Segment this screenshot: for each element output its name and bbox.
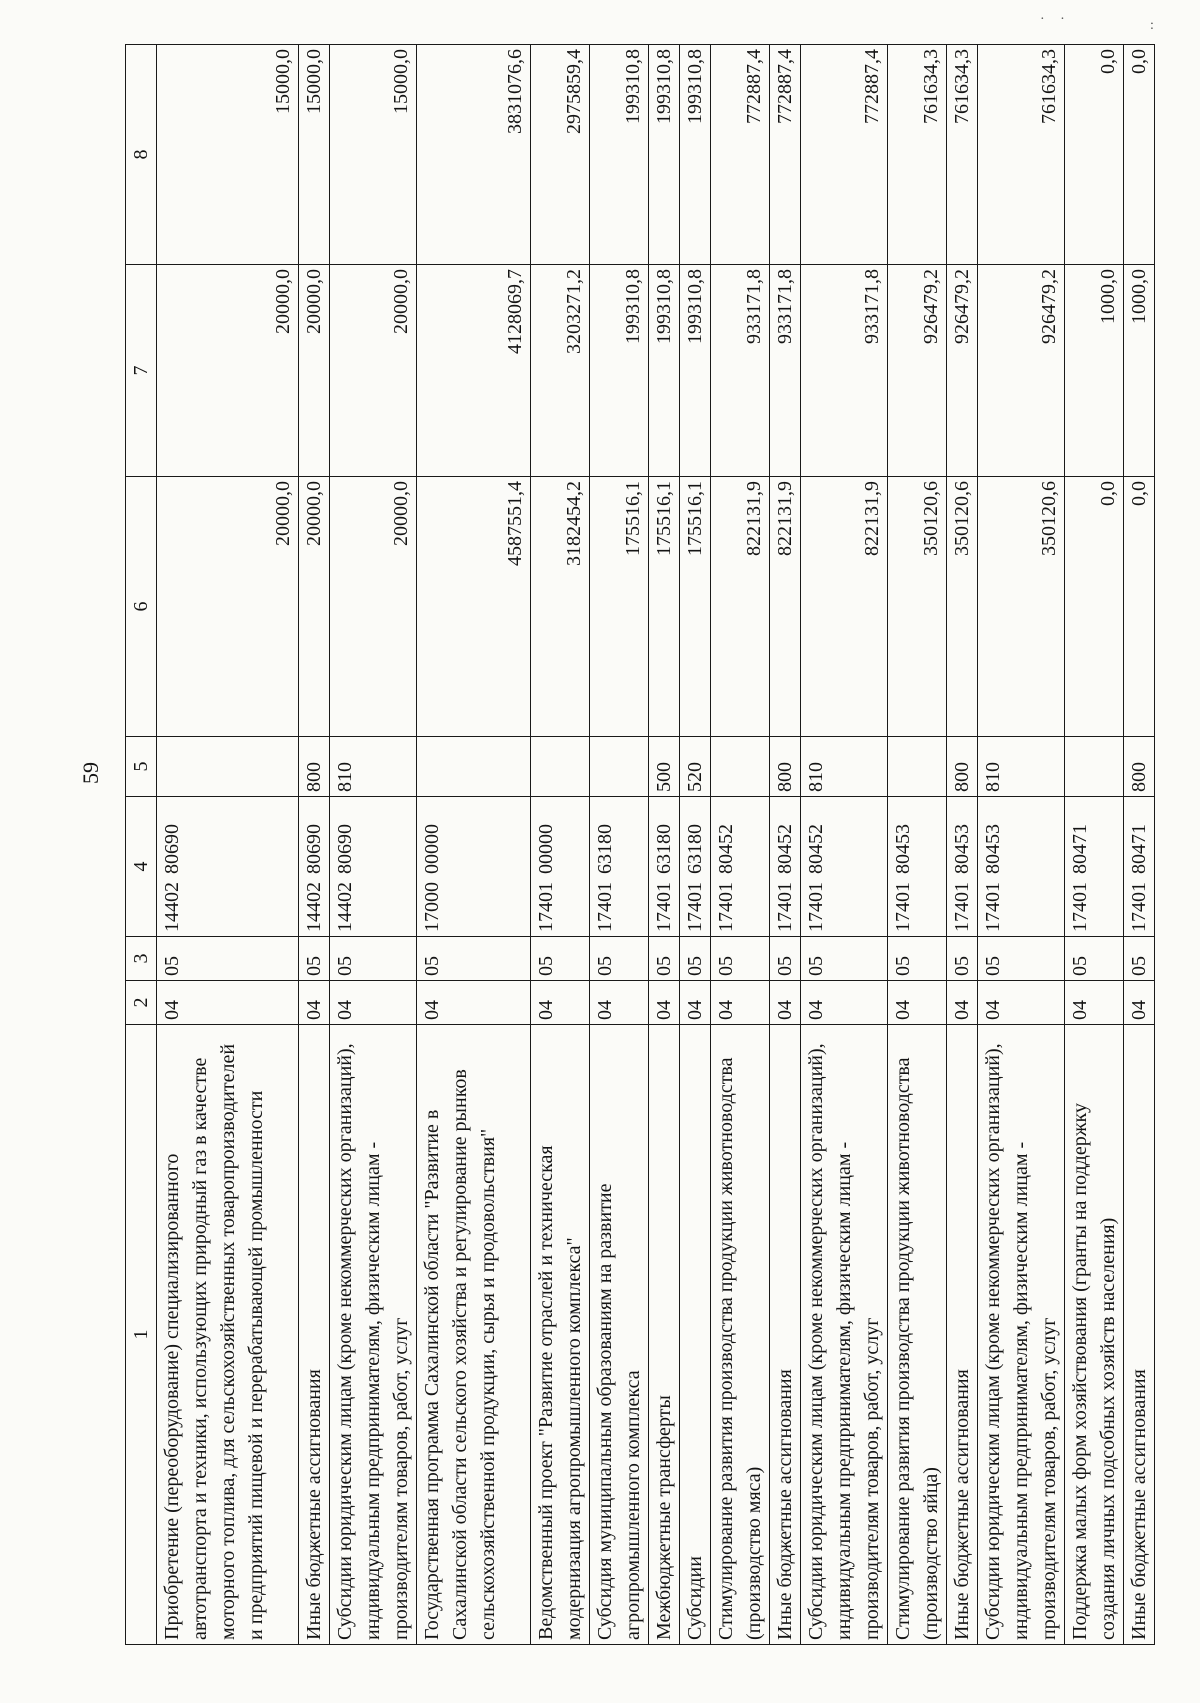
- target-article-code: [417, 797, 531, 937]
- section-code: 04: [299, 981, 330, 1025]
- table-row: [978, 45, 1065, 1645]
- amount-year-3: 0,0: [1065, 45, 1124, 265]
- expense-type-code: 800: [299, 737, 330, 797]
- budget-table-container: [125, 45, 1150, 1645]
- row-description: Иные бюджетные ассигнования: [770, 1025, 801, 1645]
- amount-year-2: 3203271,2: [531, 265, 590, 477]
- section-code: 04: [947, 981, 978, 1025]
- program-code: 17000: [421, 882, 443, 932]
- target-article-code: [1065, 797, 1124, 937]
- subsection-code: 05: [330, 937, 417, 981]
- section-code: 04: [1124, 981, 1155, 1025]
- table-row: [157, 45, 299, 1645]
- amount-year-1: 20000,0: [330, 477, 417, 737]
- column-header: 8: [126, 45, 157, 265]
- amount-year-1: 822131,9: [770, 477, 801, 737]
- expense-type-code: 800: [770, 737, 801, 797]
- row-description: Стимулирование развития производства продукции животноводства (производство яйца): [888, 1025, 947, 1645]
- amount-year-2: 933171,8: [770, 265, 801, 477]
- target-article-code: [770, 797, 801, 937]
- table-row: [590, 45, 649, 1645]
- target-article-code: [711, 797, 770, 937]
- target-article-code: [978, 797, 1065, 937]
- target-article-code: [157, 797, 299, 937]
- amount-year-3: 761634,3: [978, 45, 1065, 265]
- table-row: [1065, 45, 1124, 1645]
- section-code: 04: [801, 981, 888, 1025]
- amount-year-2: 926479,2: [888, 265, 947, 477]
- target-article-code: [680, 797, 711, 937]
- direction-code: 80471: [1069, 824, 1091, 874]
- amount-year-2: 199310,8: [680, 265, 711, 477]
- amount-year-1: 20000,0: [299, 477, 330, 737]
- subsection-code: 05: [680, 937, 711, 981]
- program-code: 17401: [594, 882, 616, 932]
- program-code: 17401: [951, 882, 973, 932]
- subsection-code: 05: [947, 937, 978, 981]
- section-code: 04: [680, 981, 711, 1025]
- program-code: 14402: [303, 882, 325, 932]
- section-code: 04: [157, 981, 299, 1025]
- direction-code: 80452: [805, 824, 827, 874]
- amount-year-1: 4587551,4: [417, 477, 531, 737]
- row-description: Стимулирование развития производства продукции животноводства (производство мяса): [711, 1025, 770, 1645]
- expense-type-code: 810: [330, 737, 417, 797]
- amount-year-3: 199310,8: [680, 45, 711, 265]
- target-article-code: [801, 797, 888, 937]
- amount-year-3: 199310,8: [649, 45, 680, 265]
- table-row: [417, 45, 531, 1645]
- target-article-code: [888, 797, 947, 937]
- subsection-code: 05: [157, 937, 299, 981]
- direction-code: 80690: [303, 824, 325, 874]
- amount-year-3: 0,0: [1124, 45, 1155, 265]
- row-description: Поддержка малых форм хозяйствования (гранты на поддержку создания личных подсобных хозяйств населения): [1065, 1025, 1124, 1645]
- expense-type-code: 500: [649, 737, 680, 797]
- row-description: Субсидии юридическим лицам (кроме некоммерческих организаций), индивидуальным предпринимателям, физическим лицам - производителям товаров, работ, услуг: [330, 1025, 417, 1645]
- program-code: 14402: [161, 882, 183, 932]
- target-article-code: [299, 797, 330, 937]
- amount-year-2: 199310,8: [590, 265, 649, 477]
- amount-year-2: 20000,0: [157, 265, 299, 477]
- table-row: [801, 45, 888, 1645]
- expense-type-code: 520: [680, 737, 711, 797]
- column-header: 5: [126, 737, 157, 797]
- amount-year-1: 350120,6: [947, 477, 978, 737]
- amount-year-1: 0,0: [1065, 477, 1124, 737]
- amount-year-3: 15000,0: [299, 45, 330, 265]
- amount-year-1: 0,0: [1124, 477, 1155, 737]
- table-header-row: [126, 45, 157, 1645]
- table-row: [888, 45, 947, 1645]
- amount-year-3: 15000,0: [157, 45, 299, 265]
- amount-year-2: 199310,8: [649, 265, 680, 477]
- amount-year-2: 933171,8: [711, 265, 770, 477]
- amount-year-3: 772887,4: [801, 45, 888, 265]
- row-description: Межбюджетные трансферты: [649, 1025, 680, 1645]
- section-code: 04: [649, 981, 680, 1025]
- program-code: 17401: [805, 882, 827, 932]
- amount-year-3: 761634,3: [888, 45, 947, 265]
- direction-code: 80453: [892, 824, 914, 874]
- section-code: 04: [978, 981, 1065, 1025]
- row-description: Субсидии юридическим лицам (кроме некоммерческих организаций), индивидуальным предпринимателям, физическим лицам - производителям товаров, работ, услуг: [978, 1025, 1065, 1645]
- direction-code: 63180: [653, 824, 675, 874]
- program-code: 17401: [653, 882, 675, 932]
- expense-type-code: 800: [947, 737, 978, 797]
- row-description: Приобретение (переоборудование) специализированного автотранспорта и техники, использующих природный газ в качестве моторного топлива, для сельскохозяйственных товаропроизводителей и предприятий пищевой и перерабатывающей промышленности: [157, 1025, 299, 1645]
- table-row: [947, 45, 978, 1645]
- program-code: 17401: [535, 882, 557, 932]
- row-description: Государственная программа Сахалинской области "Развитие в Сахалинской области сельского хозяйства и регулирование рынков сельскохозяйственной продукции, сырья и продовольствия": [417, 1025, 531, 1645]
- expense-type-code: [157, 737, 299, 797]
- table-row: [711, 45, 770, 1645]
- expense-type-code: [590, 737, 649, 797]
- target-article-code: [531, 797, 590, 937]
- direction-code: 63180: [594, 824, 616, 874]
- direction-code: 80452: [774, 824, 796, 874]
- direction-code: 80453: [951, 824, 973, 874]
- section-code: 04: [1065, 981, 1124, 1025]
- amount-year-3: 3831076,6: [417, 45, 531, 265]
- expense-type-code: [531, 737, 590, 797]
- section-code: 04: [711, 981, 770, 1025]
- program-code: 17401: [684, 882, 706, 932]
- amount-year-2: 4128069,7: [417, 265, 531, 477]
- amount-year-1: 20000,0: [157, 477, 299, 737]
- subsection-code: 05: [711, 937, 770, 981]
- amount-year-3: 772887,4: [770, 45, 801, 265]
- amount-year-1: 350120,6: [888, 477, 947, 737]
- section-code: 04: [531, 981, 590, 1025]
- amount-year-1: 3182454,2: [531, 477, 590, 737]
- subsection-code: 05: [531, 937, 590, 981]
- program-code: 17401: [982, 882, 1004, 932]
- amount-year-3: 2975859,4: [531, 45, 590, 265]
- program-code: 17401: [1128, 882, 1150, 932]
- table-body: [157, 45, 1155, 1645]
- table-row: [649, 45, 680, 1645]
- amount-year-1: 822131,9: [801, 477, 888, 737]
- amount-year-2: 1000,0: [1065, 265, 1124, 477]
- subsection-code: 05: [649, 937, 680, 981]
- amount-year-3: 761634,3: [947, 45, 978, 265]
- amount-year-2: 20000,0: [330, 265, 417, 477]
- expense-type-code: 800: [1124, 737, 1155, 797]
- row-description: Субсидии: [680, 1025, 711, 1645]
- section-code: 04: [770, 981, 801, 1025]
- scan-noise: :: [1150, 18, 1160, 33]
- amount-year-2: 926479,2: [978, 265, 1065, 477]
- section-code: 04: [888, 981, 947, 1025]
- target-article-code: [649, 797, 680, 937]
- section-code: 04: [590, 981, 649, 1025]
- direction-code: 80452: [715, 824, 737, 874]
- scan-noise: · ·: [1040, 12, 1071, 27]
- target-article-code: [590, 797, 649, 937]
- amount-year-1: 175516,1: [680, 477, 711, 737]
- amount-year-2: 20000,0: [299, 265, 330, 477]
- target-article-code: [1124, 797, 1155, 937]
- expense-type-code: [1065, 737, 1124, 797]
- column-header: 4: [126, 797, 157, 937]
- direction-code: 00000: [535, 824, 557, 874]
- program-code: 17401: [774, 882, 796, 932]
- subsection-code: 05: [978, 937, 1065, 981]
- subsection-code: 05: [1065, 937, 1124, 981]
- subsection-code: 05: [417, 937, 531, 981]
- subsection-code: 05: [888, 937, 947, 981]
- column-header: 7: [126, 265, 157, 477]
- direction-code: 80690: [334, 824, 356, 874]
- section-code: 04: [417, 981, 531, 1025]
- table-row: [1124, 45, 1155, 1645]
- table-row: [680, 45, 711, 1645]
- table-row: [299, 45, 330, 1645]
- column-header: 6: [126, 477, 157, 737]
- direction-code: 63180: [684, 824, 706, 874]
- expense-type-code: [888, 737, 947, 797]
- row-description: Иные бюджетные ассигнования: [947, 1025, 978, 1645]
- direction-code: 80690: [161, 824, 183, 874]
- row-description: Иные бюджетные ассигнования: [299, 1025, 330, 1645]
- expense-type-code: 810: [801, 737, 888, 797]
- column-header: 3: [126, 937, 157, 981]
- expense-type-code: [417, 737, 531, 797]
- row-description: Иные бюджетные ассигнования: [1124, 1025, 1155, 1645]
- direction-code: 00000: [421, 824, 443, 874]
- direction-code: 80453: [982, 824, 1004, 874]
- table-row: [330, 45, 417, 1645]
- subsection-code: 05: [299, 937, 330, 981]
- section-code: 04: [330, 981, 417, 1025]
- expense-type-code: [711, 737, 770, 797]
- amount-year-1: 822131,9: [711, 477, 770, 737]
- amount-year-1: 350120,6: [978, 477, 1065, 737]
- amount-year-2: 1000,0: [1124, 265, 1155, 477]
- column-header: 2: [126, 981, 157, 1025]
- subsection-code: 05: [590, 937, 649, 981]
- table-row: [531, 45, 590, 1645]
- program-code: 17401: [892, 882, 914, 932]
- direction-code: 80471: [1128, 824, 1150, 874]
- row-description: Ведомственный проект "Развитие отраслей и техническая модернизация агропромышленного комплекса": [531, 1025, 590, 1645]
- row-description: Субсидии юридическим лицам (кроме некоммерческих организаций), индивидуальным предпринимателям, физическим лицам - производителям товаров, работ, услуг: [801, 1025, 888, 1645]
- budget-allocation-table: [125, 44, 1155, 1645]
- amount-year-1: 175516,1: [590, 477, 649, 737]
- row-description: Субсидия муниципальным образованиям на развитие агропромышленного комплекса: [590, 1025, 649, 1645]
- program-code: 17401: [1069, 882, 1091, 932]
- amount-year-1: 175516,1: [649, 477, 680, 737]
- amount-year-2: 933171,8: [801, 265, 888, 477]
- program-code: 17401: [715, 882, 737, 932]
- amount-year-3: 199310,8: [590, 45, 649, 265]
- target-article-code: [330, 797, 417, 937]
- expense-type-code: 810: [978, 737, 1065, 797]
- amount-year-3: 15000,0: [330, 45, 417, 265]
- subsection-code: 05: [770, 937, 801, 981]
- column-header: 1: [126, 1025, 157, 1645]
- program-code: 14402: [334, 882, 356, 932]
- amount-year-3: 772887,4: [711, 45, 770, 265]
- table-row: [770, 45, 801, 1645]
- subsection-code: 05: [1124, 937, 1155, 981]
- amount-year-2: 926479,2: [947, 265, 978, 477]
- page-number: 59: [78, 762, 103, 784]
- target-article-code: [947, 797, 978, 937]
- subsection-code: 05: [801, 937, 888, 981]
